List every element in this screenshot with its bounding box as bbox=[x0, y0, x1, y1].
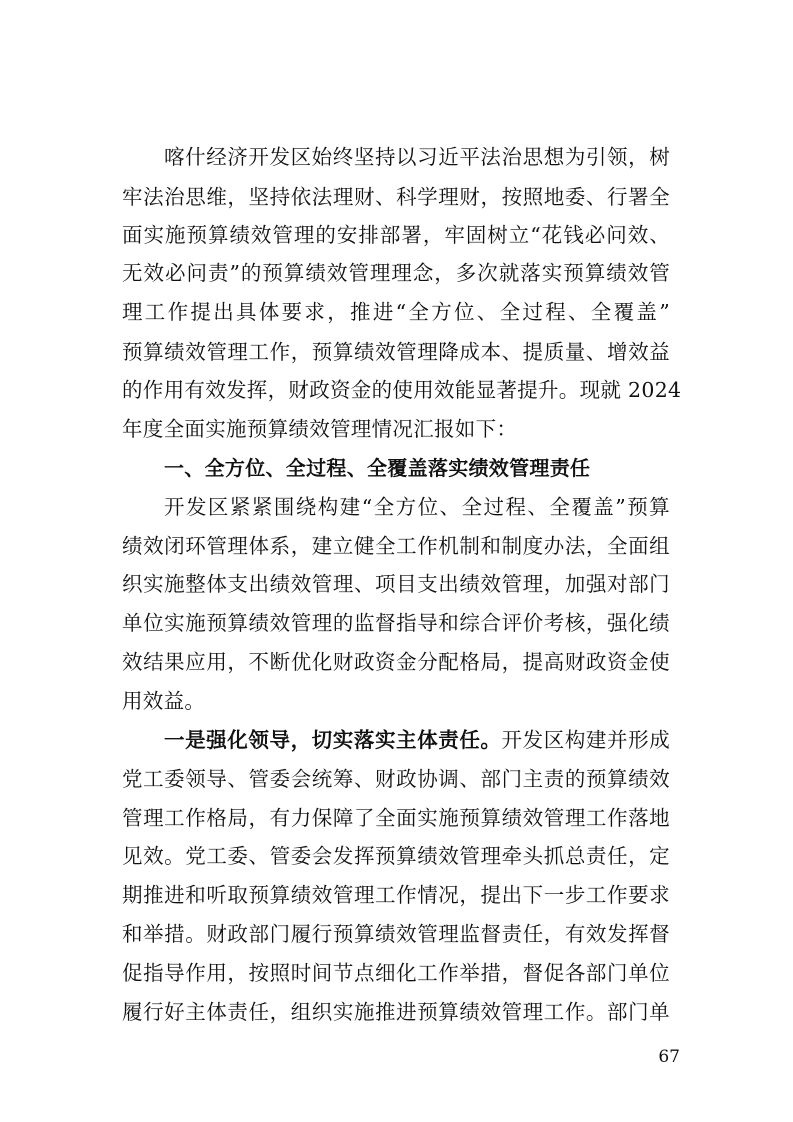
text-line: 见效。党工委、管委会发挥预算绩效管理牵头抓总责任，定 bbox=[122, 844, 670, 868]
text-line: 和举措。财政部门履行预算绩效管理监督责任，有效发挥督 bbox=[122, 922, 670, 946]
text-line: 理工作提出具体要求，推进“全方位、全过程、全覆盖” bbox=[122, 300, 670, 324]
text-line: 无效必问责”的预算绩效管理理念，多次就落实预算绩效管 bbox=[122, 261, 670, 285]
text-line: 的作用有效发挥，财政资金的使用效能显著提升。现就 2024 bbox=[122, 378, 682, 402]
text-line: 履行好主体责任，组织实施推进预算绩效管理工作。部门单 bbox=[122, 1000, 670, 1024]
text-line: 管理工作格局，有力保障了全面实施预算绩效管理工作落地 bbox=[122, 806, 670, 830]
text-line: 用效益。 bbox=[122, 689, 206, 713]
text-line: 党工委领导、管委会统筹、财政协调、部门主责的预算绩效 bbox=[122, 767, 670, 791]
text-line: 绩效闭环管理体系，建立健全工作机制和制度办法，全面组 bbox=[122, 534, 670, 558]
point-one-first-line bbox=[164, 725, 670, 755]
text-line: 促指导作用，按照时间节点细化工作举措，督促各部门单位 bbox=[122, 961, 670, 985]
text-line: 单位实施预算绩效管理的监督指导和综合评价考核，强化绩 bbox=[122, 611, 670, 635]
page-number: 67 bbox=[658, 1047, 680, 1067]
text-line: 开发区紧紧围绕构建“全方位、全过程、全覆盖”预算 bbox=[164, 495, 670, 519]
text-line: 预算绩效管理工作，预算绩效管理降成本、提质量、增效益 bbox=[122, 340, 670, 364]
text-line: 面实施预算绩效管理的安排部署，牢固树立“花钱必问效、 bbox=[122, 223, 670, 247]
point-one-lead: 一是强化领导，切实落实主体责任。 bbox=[164, 728, 502, 752]
point-one-first-line-text: 开发区构建并形成 bbox=[501, 728, 670, 752]
text-line: 年度全面实施预算绩效管理情况汇报如下： bbox=[122, 417, 518, 441]
text-line: 效结果应用，不断优化财政资金分配格局，提高财政资金使 bbox=[122, 650, 670, 674]
section-heading: 一、全方位、全过程、全覆盖落实绩效管理责任 bbox=[164, 456, 591, 480]
text-line: 牢法治思维，坚持依法理财、科学理财，按照地委、行署全 bbox=[122, 185, 670, 209]
text-line: 喀什经济开发区始终坚持以习近平法治思想为引领，树 bbox=[164, 145, 670, 169]
text-line: 织实施整体支出绩效管理、项目支出绩效管理，加强对部门 bbox=[122, 572, 670, 596]
text-line: 期推进和听取预算绩效管理工作情况，提出下一步工作要求 bbox=[122, 883, 670, 907]
